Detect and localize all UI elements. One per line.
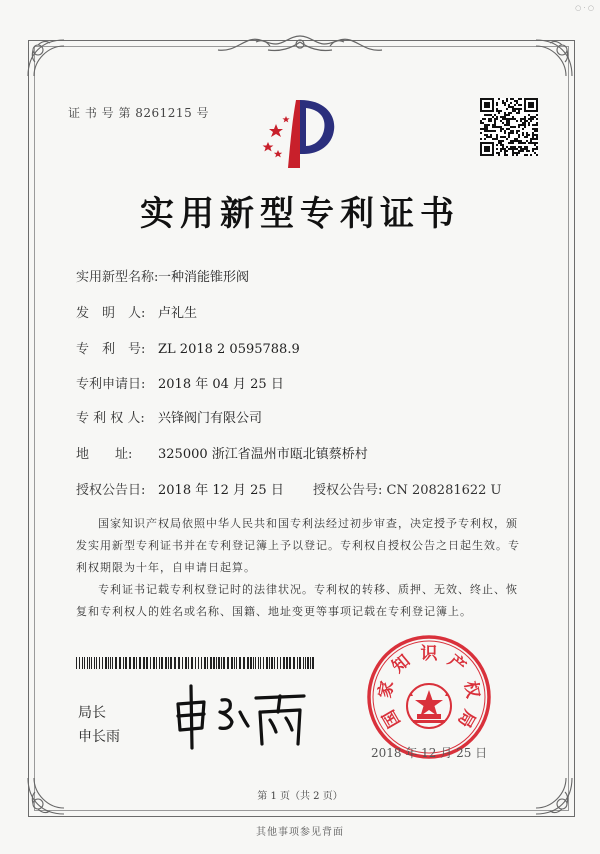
- seal-char: 权: [459, 679, 483, 700]
- field-address-label: 地 址:: [76, 447, 133, 462]
- field-patentee-label: 专 利 权 人:: [76, 411, 145, 426]
- page-number: 第 1 页（共 2 页）: [257, 791, 343, 802]
- director-title: 局长: [78, 705, 106, 721]
- field-patentee-value: 兴锋阀门有限公司: [158, 411, 263, 426]
- field-grant-no: [313, 479, 502, 498]
- field-grant-date-label: 授权公告日:: [76, 483, 146, 498]
- official-seal-icon: [364, 632, 494, 762]
- field-filing-date-value: 2018 年 04 月 25 日: [158, 377, 284, 392]
- seal-char: 产: [443, 650, 470, 678]
- field-inventor-value: 卢礼生: [158, 306, 198, 321]
- field-name-value: 一种消能锥形阀: [158, 270, 250, 285]
- seal-char: 局: [453, 706, 480, 731]
- field-patentee: [76, 407, 262, 426]
- director-name: 申长雨: [78, 729, 120, 745]
- corner-ornament-tr-icon: [530, 36, 576, 82]
- certificate-number: 证 书 号 第 8261215 号: [68, 106, 210, 120]
- field-inventor-label: 发 明 人:: [76, 306, 146, 321]
- field-patent-no-label: 专 利 号:: [76, 342, 146, 357]
- paragraph-record: 专利证书记载专利权登记时的法律状况。专利权的转移、质押、无效、终止、恢复和专利权人的姓名或名称、国籍、地址变更等事项记载在专利登记簿上。: [76, 583, 518, 618]
- seal-char: 国: [378, 706, 405, 731]
- field-name-label: 实用新型名称:: [76, 270, 159, 285]
- seal-char: 家: [375, 679, 399, 700]
- seal-char: 知: [388, 650, 415, 678]
- field-grant-date: [76, 479, 284, 498]
- field-address-value: 325000 浙江省温州市瓯北镇蔡桥村: [158, 447, 368, 462]
- certificate-title: 实用新型专利证书: [140, 194, 460, 234]
- barcode-icon: [76, 657, 316, 669]
- paragraph-grant: 国家知识产权局依照中华人民共和国专利法经过初步审查，决定授予专利权，颁发实用新型专利证书并在专利登记簿上予以登记。专利权自授权公告之日起生效。专利权期限为十年，自申请日起算。: [76, 517, 520, 574]
- cnipa-logo-icon: [256, 94, 346, 174]
- corner-tag: ○ · ○: [575, 4, 594, 12]
- field-grant-no-value: CN 208281622 U: [386, 483, 502, 498]
- field-filing-date: [76, 373, 284, 392]
- top-ornament-icon: [210, 32, 390, 62]
- field-filing-date-label: 专利申请日:: [76, 377, 146, 392]
- field-patent-no: [76, 338, 300, 357]
- field-inventor: [76, 302, 197, 321]
- field-address: [76, 443, 368, 462]
- director-signature-icon: [170, 682, 310, 752]
- qr-code-icon: [480, 98, 538, 156]
- seal-char: 识: [420, 644, 438, 664]
- field-patent-no-value: ZL 2018 2 0595788.9: [158, 342, 300, 357]
- field-grant-date-value: 2018 年 12 月 25 日: [158, 483, 284, 498]
- footer-note: 其他事项参见背面: [256, 827, 344, 838]
- corner-ornament-tl-icon: [24, 36, 70, 82]
- field-grant-no-label: 授权公告号:: [313, 483, 383, 498]
- field-name: [76, 266, 249, 285]
- seal-date: 2018 年 12 月 25 日: [371, 746, 488, 760]
